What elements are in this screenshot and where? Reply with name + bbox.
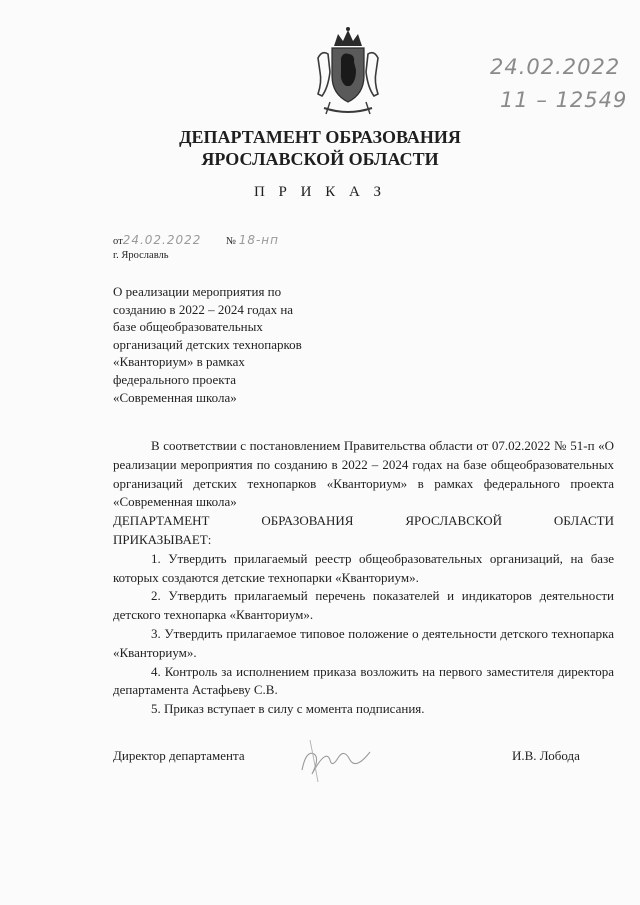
handwritten-signature [296, 730, 386, 786]
preamble-paragraph: В соответствии с постановлением Правительства области от 07.02.2022 № 51-п «О реализации мероприятия по созданию в 2022 – 2024 годах на базе общеобразовательных организаций детских технопарков «Кванториум» в рамках федерального проекта «Современная школа» [113, 438, 614, 510]
signatory-position: Директор департамента [113, 748, 245, 763]
orders-keyword: ПРИКАЗЫВАЕТ: [113, 531, 212, 547]
order-meta [113, 233, 279, 263]
order-subject [113, 283, 353, 406]
order-item-2: 2. Утвердить прилагаемый перечень показателей и индикаторов деятельности детского технопарка «Кванториум». [113, 588, 614, 623]
department-line-2: ЯРОСЛАВСКОЙ ОБЛАСТИ [201, 149, 439, 169]
ordering-authority: ДЕПАРТАМЕНТ ОБРАЗОВАНИЯ ЯРОСЛАВСКОЙ ОБЛАСТИ [113, 513, 614, 529]
handwritten-registration-number: 11 – 12549 [500, 88, 628, 112]
date-prefix: от [113, 236, 123, 247]
department-line-1: ДЕПАРТАМЕНТ ОБРАЗОВАНИЯ [179, 127, 461, 147]
order-item-1: 1. Утвердить прилагаемый реестр общеобразовательных организаций, на базе которых создаются детские технопарки «Кванториум». [113, 550, 614, 585]
handwritten-registration-date: 24.02.2022 [490, 55, 621, 79]
order-body [113, 437, 614, 719]
city: г. Ярославль [113, 250, 169, 261]
subject-line: «Современная школа» [113, 389, 237, 405]
order-item-3: 3. Утвердить прилагаемое типовое положение о деятельности детского технопарка «Кванториум». [113, 625, 614, 660]
subject-line: «Кванториум» в рамках [113, 354, 245, 370]
order-item-4: 4. Контроль за исполнением приказа возложить на первого заместителя директора департамента Астафьеву С.В. [113, 663, 614, 698]
order-item-5: 5. Приказ вступает в силу с момента подписания. [151, 701, 425, 717]
number-prefix: № [226, 236, 237, 247]
order-number: 18-нп [238, 233, 279, 247]
date-number-line [113, 233, 279, 249]
order-title: П Р И К А З [253, 184, 387, 200]
subject-line: О реализации мероприятия по [113, 284, 282, 299]
department-heading [0, 126, 640, 170]
subject-line: базе общеобразовательных [113, 319, 263, 335]
signatory-name: И.В. Лобода [512, 748, 580, 763]
subject-line: федерального проекта [113, 371, 237, 387]
order-date: 24.02.2022 [122, 233, 202, 247]
subject-line: созданию в 2022 – 2024 годах на [113, 301, 294, 317]
coat-of-arms-emblem [312, 24, 384, 120]
subject-line: организаций детских технопарков [113, 336, 302, 352]
